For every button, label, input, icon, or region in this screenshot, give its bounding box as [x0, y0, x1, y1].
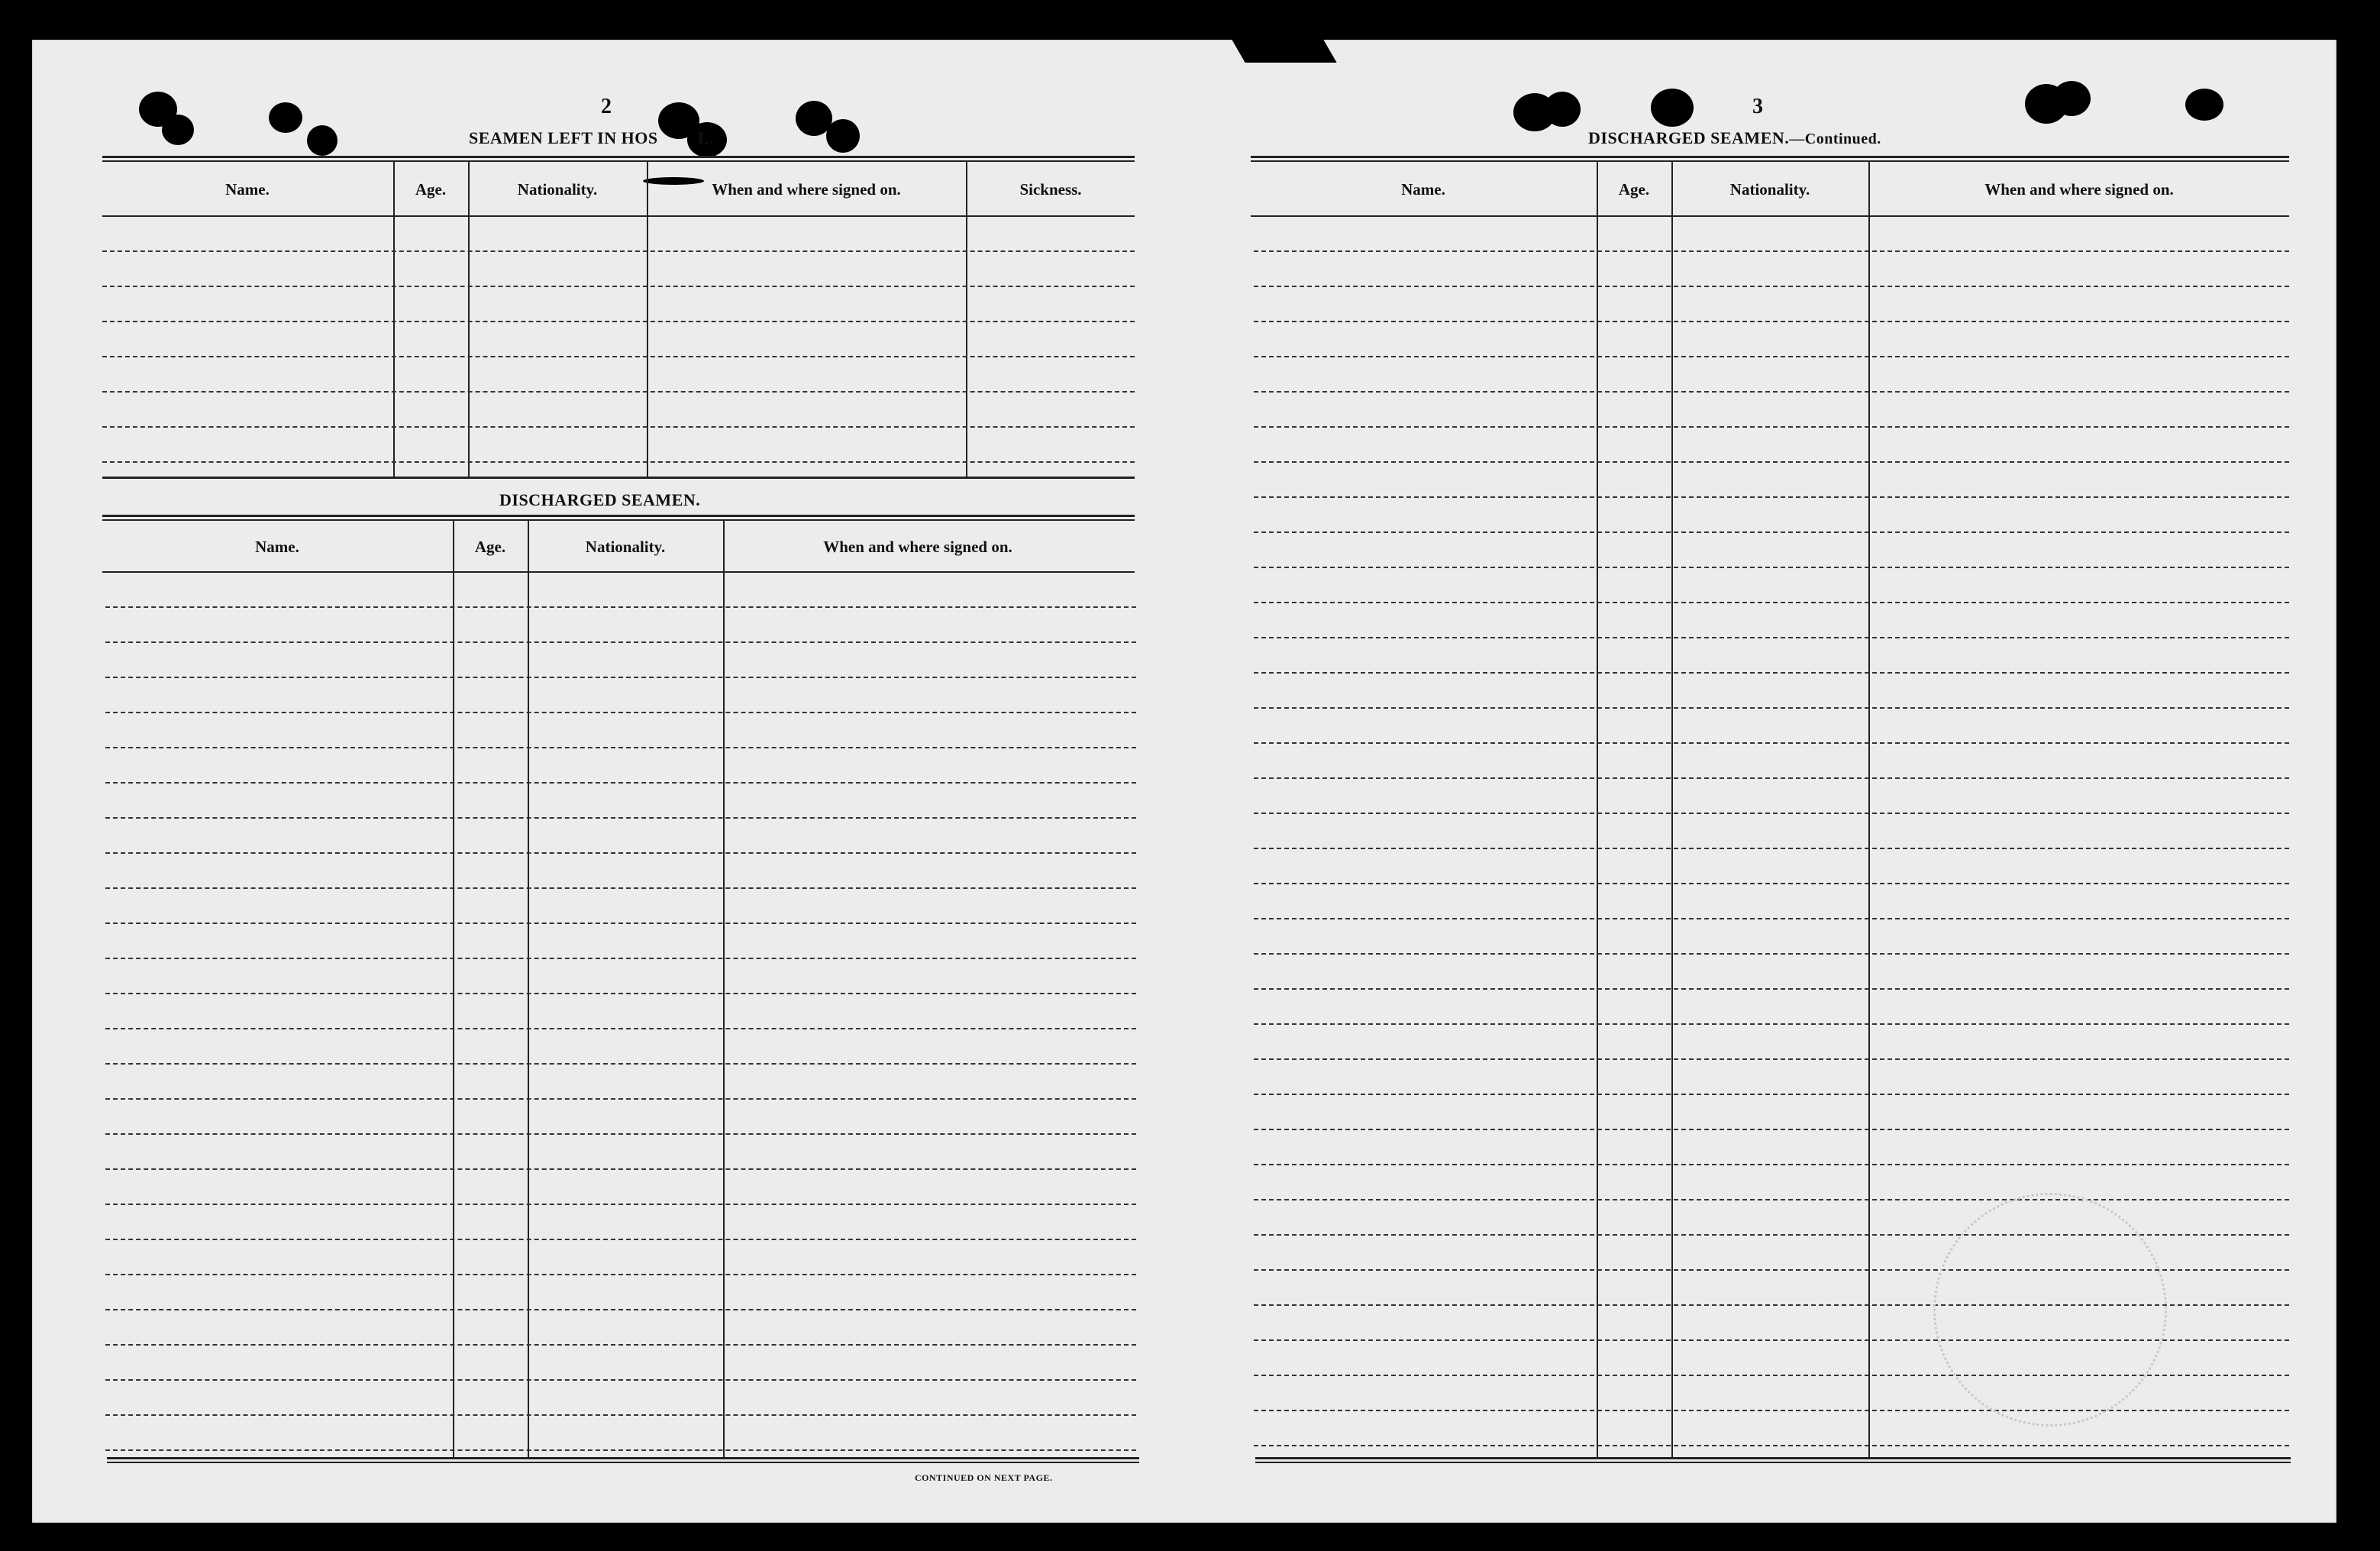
row-line — [1254, 637, 2289, 638]
row-line — [1254, 672, 2289, 674]
punch-hole — [1651, 89, 1694, 127]
row-line — [105, 1449, 1136, 1451]
ledger-sheet — [32, 40, 2336, 1523]
table3-header-when-where: When and where signed on. — [1984, 180, 2174, 199]
row-line — [105, 958, 1136, 959]
table2-top-rule — [102, 515, 1135, 517]
table1-header-age: Age. — [415, 180, 447, 199]
table2-header-rule — [102, 571, 1135, 573]
section-title-discharged-seamen: DISCHARGED SEAMEN. — [499, 490, 701, 509]
row-line — [105, 1098, 1136, 1100]
table2-col-divider — [453, 521, 454, 1457]
row-line — [105, 747, 1136, 748]
row-line — [1254, 848, 2289, 849]
row-line — [105, 993, 1136, 994]
table2-col-divider — [528, 521, 529, 1457]
table2-bottom-rule — [107, 1457, 1139, 1459]
row-line — [1254, 286, 2289, 287]
right-title — [1588, 128, 1881, 148]
table1-col-divider — [393, 162, 395, 477]
row-line — [1254, 707, 2289, 709]
table3-header-age: Age. — [1618, 180, 1650, 199]
row-line — [105, 887, 1136, 889]
row-line — [1254, 391, 2289, 393]
row-line — [105, 641, 1136, 643]
row-line — [1254, 813, 2289, 814]
table3-bottom-rule — [1255, 1457, 2291, 1459]
row-line — [102, 426, 1135, 428]
row-line — [1254, 602, 2289, 603]
table1-header-sickness: Sickness. — [1019, 180, 1082, 199]
punch-hole — [269, 102, 302, 133]
row-line — [105, 1028, 1136, 1029]
table1-top-rule-2 — [102, 160, 1135, 162]
row-line — [105, 817, 1136, 819]
row-line — [102, 356, 1135, 357]
row-line — [1254, 1410, 2289, 1411]
row-line — [1254, 426, 2289, 428]
continued-footer: CONTINUED ON NEXT PAGE. — [915, 1472, 1053, 1483]
row-line — [1254, 1129, 2289, 1130]
row-line — [1254, 461, 2289, 463]
table1-header-rule — [102, 215, 1135, 217]
right-title-suffix: —Continued. — [1789, 131, 1881, 147]
row-line — [105, 1414, 1136, 1416]
row-line — [1254, 883, 2289, 884]
center-tear — [1232, 40, 1336, 63]
row-line — [105, 677, 1136, 678]
row-line — [1254, 1023, 2289, 1025]
row-line — [105, 1274, 1136, 1275]
row-line — [105, 852, 1136, 854]
table3-top-rule-2 — [1251, 160, 2289, 162]
table1-header-nationality: Nationality. — [517, 180, 598, 199]
table3-header-rule — [1251, 215, 2289, 217]
row-line — [1254, 988, 2289, 990]
table1-bottom-rule — [102, 477, 1135, 479]
table3-bottom-rule-2 — [1255, 1462, 2291, 1463]
row-line — [102, 286, 1135, 287]
row-line — [1254, 742, 2289, 744]
punch-hole — [1544, 92, 1581, 127]
row-line — [102, 321, 1135, 322]
table1-header-when-where: When and where signed on. — [712, 180, 901, 199]
table3-top-rule — [1251, 156, 2289, 158]
row-line — [1254, 532, 2289, 533]
row-line — [1254, 1094, 2289, 1095]
right-title-text: DISCHARGED SEAMEN. — [1588, 128, 1790, 147]
row-line — [105, 1379, 1136, 1381]
section-title-seamen-left-in-hospital — [469, 128, 714, 148]
table1-col-divider — [468, 162, 470, 477]
table1-col-divider — [647, 162, 648, 477]
row-line — [105, 1063, 1136, 1065]
table3-header-name: Name. — [1401, 180, 1445, 199]
row-line — [1254, 250, 2289, 252]
row-line — [1254, 953, 2289, 955]
row-line — [102, 250, 1135, 252]
table1-col-divider — [966, 162, 967, 477]
row-line — [1254, 1058, 2289, 1060]
punch-hole — [2052, 81, 2091, 116]
row-line — [1254, 777, 2289, 779]
table2-top-rule-2 — [102, 519, 1135, 521]
row-line — [1254, 496, 2289, 498]
row-line — [105, 1344, 1136, 1346]
table2-header-nationality: Nationality. — [585, 538, 666, 556]
table1-header-name: Name. — [225, 180, 270, 199]
row-line — [1254, 321, 2289, 322]
row-line — [1254, 1199, 2289, 1200]
page-number-right: 3 — [1752, 95, 1763, 118]
row-line — [105, 1204, 1136, 1205]
row-line — [1254, 1164, 2289, 1165]
table2-header-when-where: When and where signed on. — [823, 538, 1012, 556]
table2-bottom-rule-2 — [107, 1462, 1139, 1463]
row-line — [1254, 356, 2289, 357]
section-title-tail: L. — [697, 128, 714, 147]
punch-hole — [307, 125, 337, 156]
row-line — [1254, 567, 2289, 568]
page-number-left: 2 — [601, 95, 612, 118]
punch-hole — [2185, 89, 2223, 121]
row-line — [105, 1239, 1136, 1240]
table2-header-age: Age. — [474, 538, 506, 556]
row-line — [105, 1168, 1136, 1170]
table2-col-divider — [723, 521, 725, 1457]
row-line — [1254, 918, 2289, 919]
punch-hole — [826, 119, 860, 153]
row-line — [105, 712, 1136, 713]
row-line — [105, 923, 1136, 924]
row-line — [105, 1309, 1136, 1310]
section-title-text: SEAMEN LEFT IN HOS — [469, 128, 658, 147]
row-line — [102, 391, 1135, 393]
row-line — [105, 782, 1136, 784]
table2-header-name: Name. — [255, 538, 299, 556]
row-line — [102, 461, 1135, 463]
row-line — [105, 1133, 1136, 1135]
table1-top-rule — [102, 156, 1135, 158]
punch-hole — [162, 115, 194, 145]
row-line — [1254, 1445, 2289, 1446]
row-line — [105, 606, 1136, 608]
faded-stamp — [1933, 1193, 2167, 1427]
table3-header-nationality: Nationality. — [1729, 180, 1810, 199]
